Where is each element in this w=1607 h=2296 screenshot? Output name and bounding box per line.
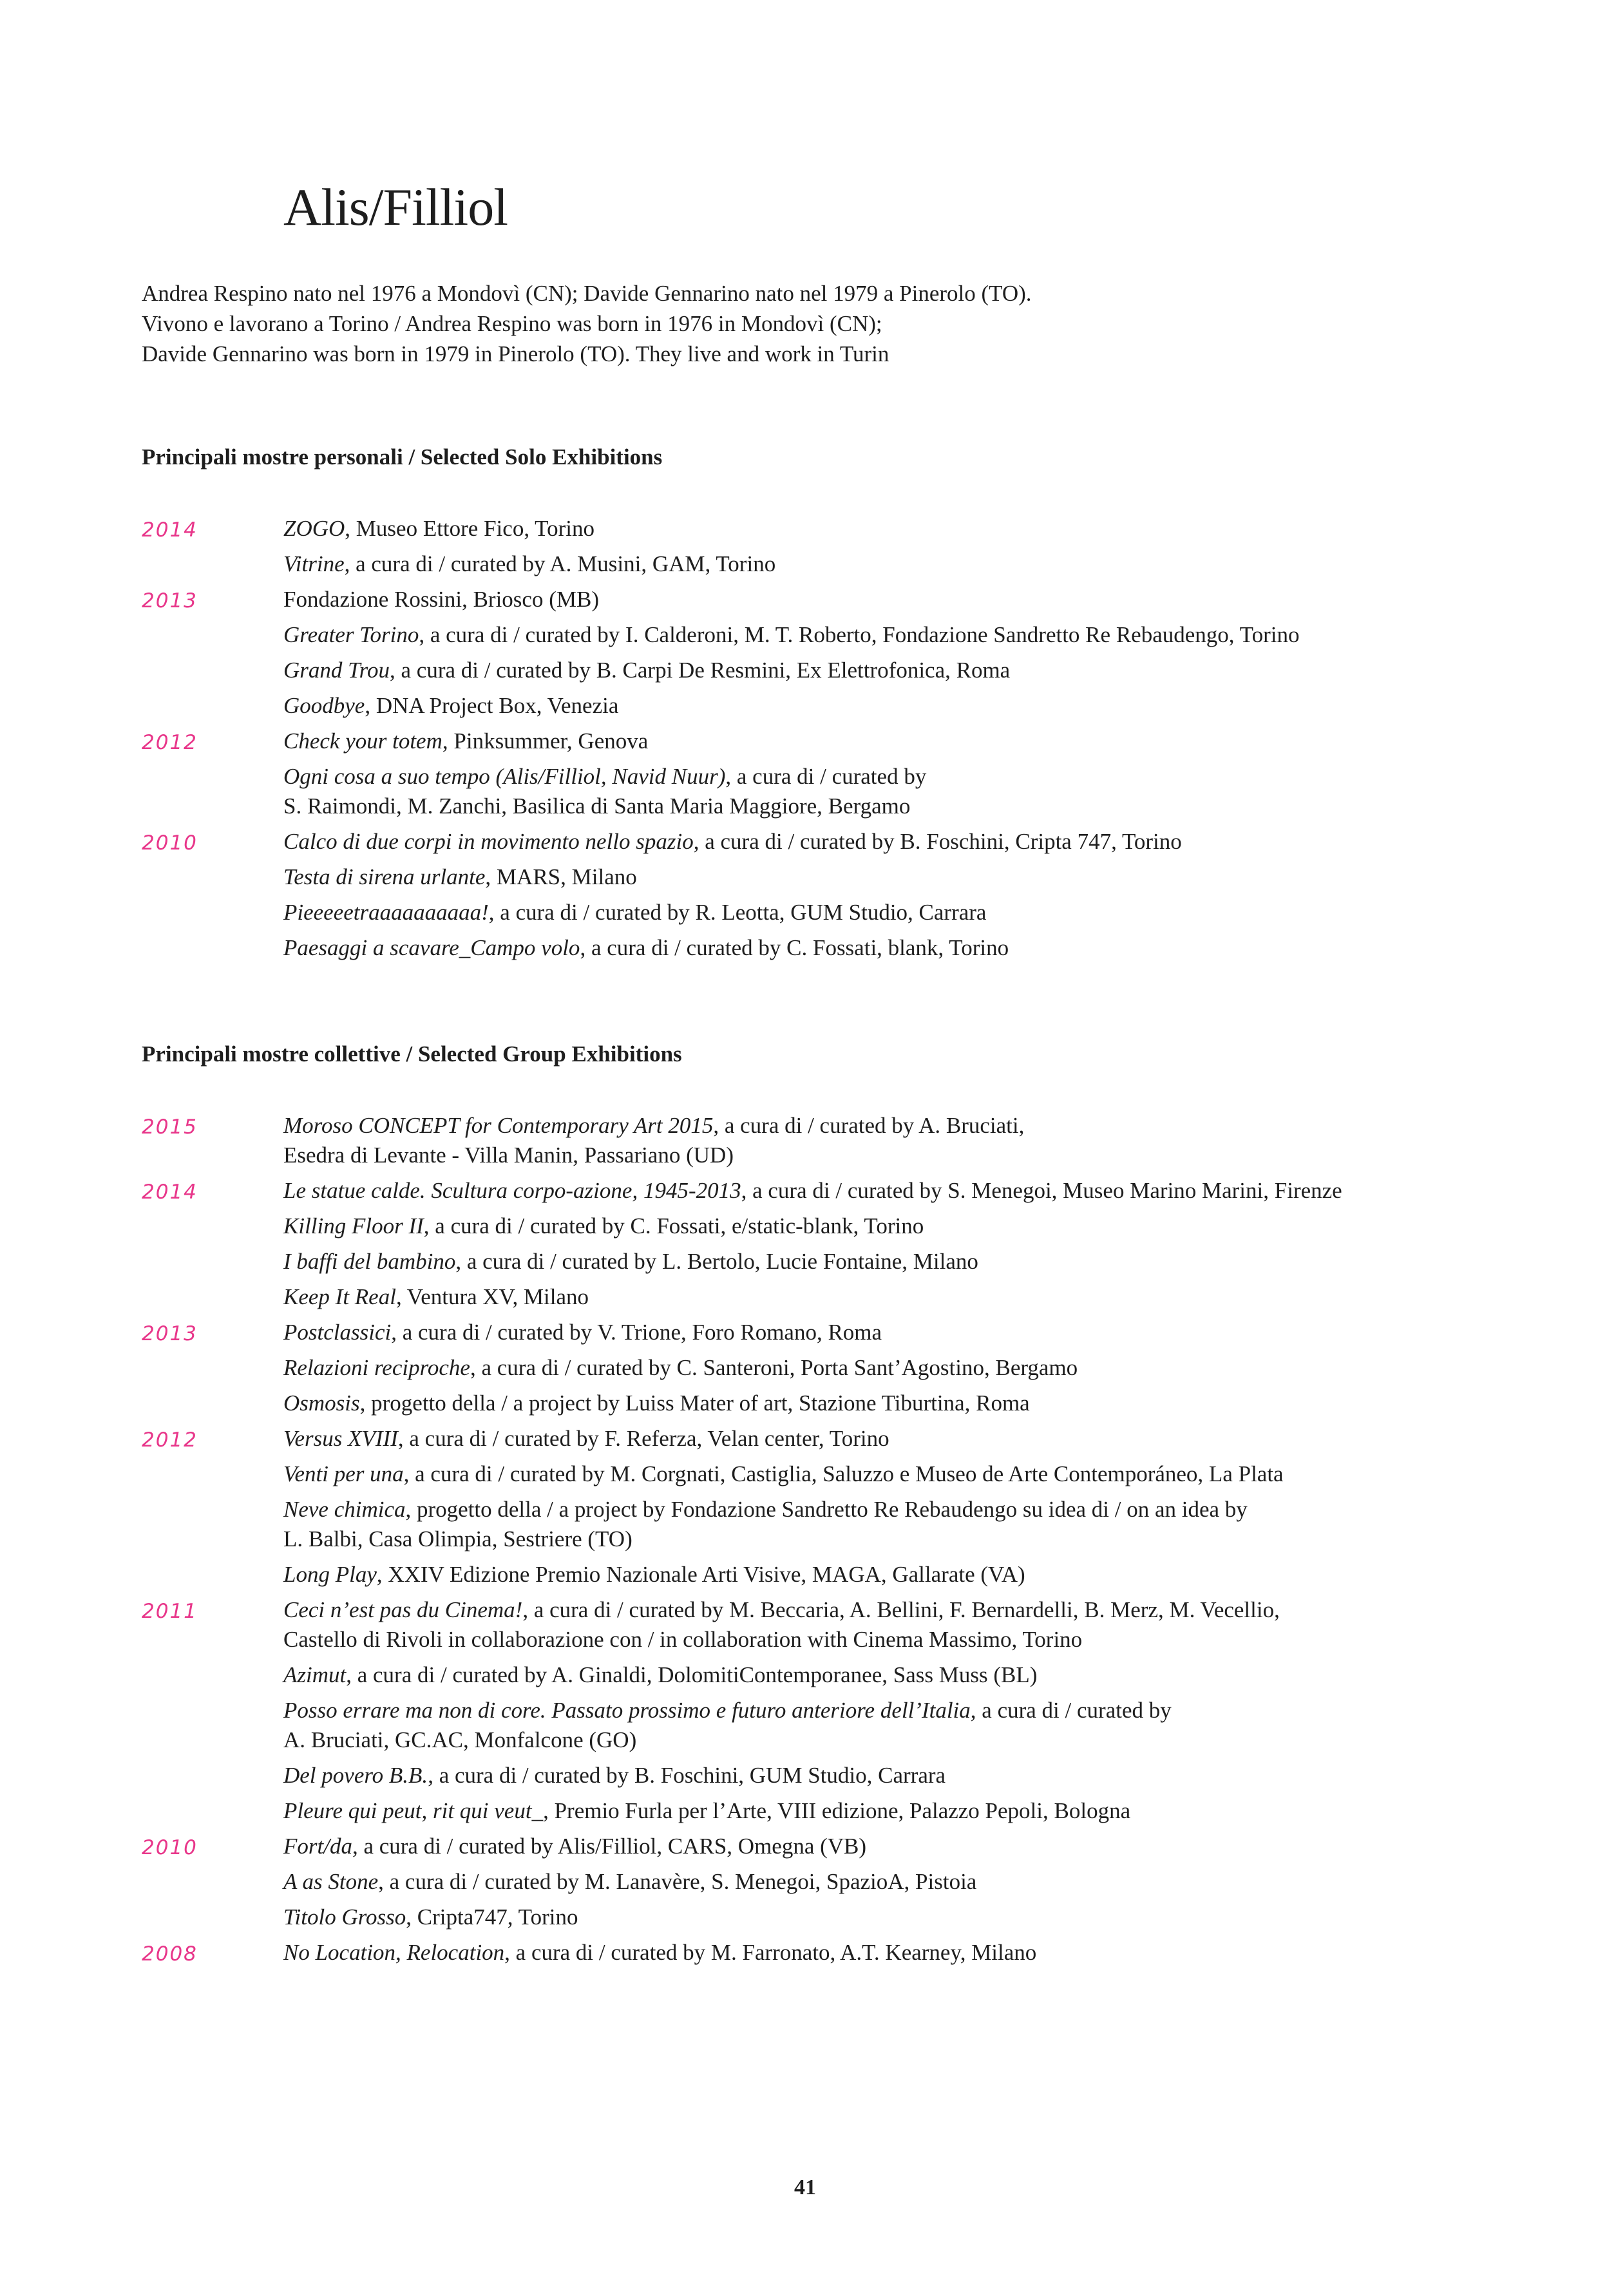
exhibition-title: No Location, Relocation	[283, 1940, 505, 1965]
page-number: 41	[794, 2176, 816, 2199]
exhibition-title: Neve chimica	[283, 1497, 406, 1522]
exhibition-row	[142, 1211, 1533, 1241]
exhibition-row	[142, 1353, 1533, 1383]
exhibition-title: Killing Floor II	[283, 1213, 424, 1238]
exhibition-details-continued: A. Bruciati, GC.AC, Monfalcone (GO)	[283, 1727, 637, 1752]
exhibition-entry	[283, 1318, 1533, 1347]
exhibition-entry	[283, 1424, 1533, 1454]
exhibition-row	[142, 933, 1533, 963]
exhibition-details: , a cura di / curated by M. Beccaria, A. Bellini, F. Bernardelli, B. Merz, M. Vecellio,	[522, 1597, 1280, 1622]
exhibition-entry	[283, 691, 1533, 721]
exhibition-row	[142, 620, 1533, 650]
exhibition-entry	[283, 1867, 1533, 1897]
exhibition-title: Long Play	[283, 1562, 377, 1587]
exhibition-year: 2010	[142, 1836, 198, 1859]
exhibition-title: Testa di sirena urlante	[283, 864, 486, 889]
exhibition-title: Keep It Real	[283, 1284, 396, 1309]
exhibition-details: , a cura di / curated by A. Ginaldi, DolomitiContemporanee, Sass Muss (BL)	[346, 1662, 1038, 1687]
solo-exhibitions-list	[142, 514, 1533, 969]
exhibition-details: , a cura di / curated by Alis/Filliol, CARS, Omegna (VB)	[352, 1834, 867, 1859]
exhibition-entry	[283, 1459, 1533, 1489]
exhibition-row	[142, 585, 1533, 614]
exhibition-entry	[283, 1796, 1533, 1826]
exhibition-details: , a cura di / curated by B. Carpi De Resmini, Ex Elettrofonica, Roma	[390, 658, 1011, 683]
exhibition-title: Fort/da	[283, 1834, 352, 1859]
exhibition-title: Moroso CONCEPT for Contemporary Art 2015	[283, 1113, 714, 1138]
exhibition-details: , a cura di / curated by	[725, 764, 927, 789]
exhibition-row	[142, 1111, 1533, 1170]
exhibition-title: Greater Torino	[283, 622, 419, 647]
exhibition-title: A as Stone	[283, 1869, 379, 1894]
exhibition-row	[142, 1318, 1533, 1347]
exhibition-row	[142, 898, 1533, 927]
exhibition-year: 2014	[142, 1181, 198, 1204]
exhibition-details: , a cura di / curated by A. Bruciati,	[713, 1113, 1025, 1138]
exhibition-year: 2011	[142, 1600, 198, 1623]
exhibition-title: Osmosis	[283, 1390, 360, 1416]
exhibition-row	[142, 1424, 1533, 1454]
bio-line: Davide Gennarino was born in 1979 in Pinerolo (TO). They live and work in Turin	[142, 341, 889, 366]
exhibition-row	[142, 1459, 1533, 1489]
exhibition-details: , XXIV Edizione Premio Nazionale Arti Visive, MAGA, Gallarate (VA)	[376, 1562, 1025, 1587]
artist-bio	[142, 278, 1430, 369]
exhibition-entry	[283, 585, 1533, 614]
exhibition-title: Versus XVIII	[283, 1426, 398, 1451]
exhibition-details: , a cura di / curated by S. Menegoi, Museo Marino Marini, Firenze	[741, 1178, 1342, 1203]
exhibition-title: Posso errare ma non di core. Passato prossimo e futuro anteriore dell’Italia	[283, 1698, 971, 1723]
exhibition-entry	[283, 1938, 1533, 1968]
exhibition-row	[142, 1696, 1533, 1755]
exhibition-row	[142, 1389, 1533, 1418]
exhibition-details-continued: L. Balbi, Casa Olimpia, Sestriere (TO)	[283, 1526, 632, 1551]
exhibition-row	[142, 1176, 1533, 1206]
exhibition-details: , a cura di / curated by V. Trione, Foro Romano, Roma	[391, 1320, 882, 1345]
exhibition-details: , a cura di / curated by M. Farronato, A.T. Kearney, Milano	[504, 1940, 1037, 1965]
exhibition-year: 2013	[142, 589, 198, 612]
exhibition-year: 2012	[142, 1428, 198, 1452]
exhibition-entry	[283, 898, 1533, 927]
exhibition-entry	[283, 1247, 1533, 1276]
exhibition-entry	[283, 1902, 1533, 1932]
exhibition-details: , progetto della / a project by Fondazione Sandretto Re Rebaudengo su idea di / on an idea by	[405, 1497, 1248, 1522]
exhibition-title: Venti per una	[283, 1461, 404, 1486]
exhibition-entry	[283, 620, 1533, 650]
exhibition-row	[142, 1247, 1533, 1276]
exhibition-details: , Premio Furla per l’Arte, VIII edizione, Palazzo Pepoli, Bologna	[543, 1798, 1131, 1823]
solo-exhibitions-heading: Principali mostre personali / Selected Solo Exhibitions	[142, 444, 663, 470]
exhibition-details: , Ventura XV, Milano	[395, 1284, 589, 1309]
exhibition-entry	[283, 1389, 1533, 1418]
exhibition-title: Goodbye	[283, 693, 365, 718]
exhibition-year: 2010	[142, 831, 198, 855]
exhibition-details: , a cura di / curated by B. Foschini, GUM Studio, Carrara	[428, 1763, 946, 1788]
exhibition-title: Postclassici	[283, 1320, 392, 1345]
exhibition-entry	[283, 827, 1533, 857]
exhibition-title: Pieeeeetraaaaaaaaaa!	[283, 900, 489, 925]
exhibition-details: , a cura di / curated by M. Corgnati, Castiglia, Saluzzo e Museo de Arte Contemporáneo, La Plata	[403, 1461, 1284, 1486]
bio-line: Vivono e lavorano a Torino / Andrea Respino was born in 1976 in Mondovì (CN);	[142, 311, 882, 336]
exhibition-details-continued: Castello di Rivoli in collaborazione con / in collaboration with Cinema Massimo, Torino	[283, 1627, 1083, 1652]
exhibition-row	[142, 1832, 1533, 1861]
exhibition-title: Titolo Grosso	[283, 1904, 406, 1930]
exhibition-row	[142, 1595, 1533, 1655]
exhibition-row	[142, 726, 1533, 756]
bio-line: Andrea Respino nato nel 1976 a Mondovì (CN); Davide Gennarino nato nel 1979 a Pinerolo (TO).	[142, 281, 1032, 306]
exhibition-details-continued: S. Raimondi, M. Zanchi, Basilica di Santa Maria Maggiore, Bergamo	[283, 793, 911, 819]
exhibition-details: , a cura di / curated by	[970, 1698, 1172, 1723]
exhibition-entry	[283, 1176, 1533, 1206]
exhibition-details: , DNA Project Box, Venezia	[365, 693, 619, 718]
exhibition-row	[142, 1761, 1533, 1790]
exhibition-entry	[283, 1595, 1533, 1625]
exhibition-year: 2013	[142, 1322, 198, 1345]
exhibition-entry	[283, 1761, 1533, 1790]
exhibition-details: , a cura di / curated by A. Musini, GAM, Torino	[344, 551, 776, 576]
exhibition-title: Ceci n’est pas du Cinema!	[283, 1597, 523, 1622]
exhibition-row	[142, 1560, 1533, 1589]
exhibition-title: Ogni cosa a suo tempo (Alis/Filliol, Navid Nuur)	[283, 764, 726, 789]
exhibition-details: , Museo Ettore Fico, Torino	[345, 516, 594, 541]
exhibition-year: 2008	[142, 1942, 198, 1966]
exhibition-entry	[283, 1282, 1533, 1312]
exhibition-row	[142, 1660, 1533, 1690]
exhibition-entry	[283, 1832, 1533, 1861]
exhibition-details: , a cura di / curated by C. Fossati, blank, Torino	[580, 935, 1009, 960]
exhibition-details: , a cura di / curated by L. Bertolo, Lucie Fontaine, Milano	[455, 1249, 978, 1274]
exhibition-title: Grand Trou	[283, 658, 390, 683]
exhibition-details: , a cura di / curated by B. Foschini, Cripta 747, Torino	[693, 829, 1182, 854]
exhibition-details: , a cura di / curated by I. Calderoni, M. T. Roberto, Fondazione Sandretto Re Rebaudengo, Torino	[419, 622, 1300, 647]
exhibition-row	[142, 656, 1533, 685]
exhibition-entry	[283, 1660, 1533, 1690]
exhibition-details: , Cripta747, Torino	[406, 1904, 578, 1930]
exhibition-title: Le statue calde. Scultura corpo-azione, 1945-2013	[283, 1178, 741, 1203]
exhibition-year: 2015	[142, 1115, 198, 1139]
exhibition-details-continued: Esedra di Levante - Villa Manin, Passariano (UD)	[283, 1143, 734, 1168]
exhibition-row	[142, 1495, 1533, 1554]
exhibition-details: Fondazione Rossini, Briosco (MB)	[283, 587, 599, 612]
exhibition-title: ZOGO	[283, 516, 345, 541]
exhibition-entry	[283, 762, 1533, 792]
exhibition-row	[142, 762, 1533, 821]
group-exhibitions-heading: Principali mostre collettive / Selected Group Exhibitions	[142, 1041, 682, 1067]
exhibition-details: , a cura di / curated by C. Fossati, e/static-blank, Torino	[423, 1213, 924, 1238]
exhibition-title: Pleure qui peut, rit qui veut_	[283, 1798, 544, 1823]
exhibition-title: Azimut	[283, 1662, 347, 1687]
exhibition-row	[142, 691, 1533, 721]
exhibition-entry	[283, 514, 1533, 544]
exhibition-title: Vitrine	[283, 551, 345, 576]
exhibition-details: , a cura di / curated by C. Santeroni, Porta Sant’Agostino, Bergamo	[470, 1355, 1078, 1380]
exhibition-row	[142, 827, 1533, 857]
exhibition-entry	[283, 1211, 1533, 1241]
exhibition-entry	[283, 1696, 1533, 1725]
exhibition-details: , MARS, Milano	[485, 864, 637, 889]
exhibition-details: , a cura di / curated by R. Leotta, GUM Studio, Carrara	[488, 900, 987, 925]
exhibition-row	[142, 549, 1533, 579]
exhibition-entry	[283, 549, 1533, 579]
exhibition-entry	[283, 1560, 1533, 1589]
exhibition-entry	[283, 656, 1533, 685]
exhibition-title: Calco di due corpi in movimento nello spazio	[283, 829, 694, 854]
artist-title: Alis/Filliol	[283, 178, 508, 236]
exhibition-entry	[283, 933, 1533, 963]
exhibition-entry	[283, 1495, 1533, 1524]
exhibition-row	[142, 1796, 1533, 1826]
exhibition-title: I baffi del bambino	[283, 1249, 456, 1274]
exhibition-row	[142, 1938, 1533, 1968]
exhibition-row	[142, 1867, 1533, 1897]
exhibition-details: , a cura di / curated by F. Referza, Velan center, Torino	[397, 1426, 889, 1451]
exhibition-entry	[283, 1111, 1533, 1141]
exhibition-entry	[283, 726, 1533, 756]
exhibition-entry	[283, 1353, 1533, 1383]
exhibition-row	[142, 862, 1533, 892]
exhibition-details: , Pinksummer, Genova	[442, 728, 649, 754]
exhibition-details: , progetto della / a project by Luiss Mater of art, Stazione Tiburtina, Roma	[359, 1390, 1030, 1416]
exhibition-row	[142, 1282, 1533, 1312]
exhibition-title: Paesaggi a scavare_Campo volo	[283, 935, 580, 960]
exhibition-details: , a cura di / curated by M. Lanavère, S. Menegoi, SpazioA, Pistoia	[378, 1869, 977, 1894]
exhibition-year: 2012	[142, 731, 198, 754]
exhibition-row	[142, 1902, 1533, 1932]
group-exhibitions-list	[142, 1111, 1533, 1973]
exhibition-title: Check your totem	[283, 728, 442, 754]
exhibition-row	[142, 514, 1533, 544]
exhibition-title: Relazioni reciproche	[283, 1355, 470, 1380]
exhibition-entry	[283, 862, 1533, 892]
exhibition-year: 2014	[142, 518, 198, 542]
exhibition-title: Del povero B.B.	[283, 1763, 428, 1788]
